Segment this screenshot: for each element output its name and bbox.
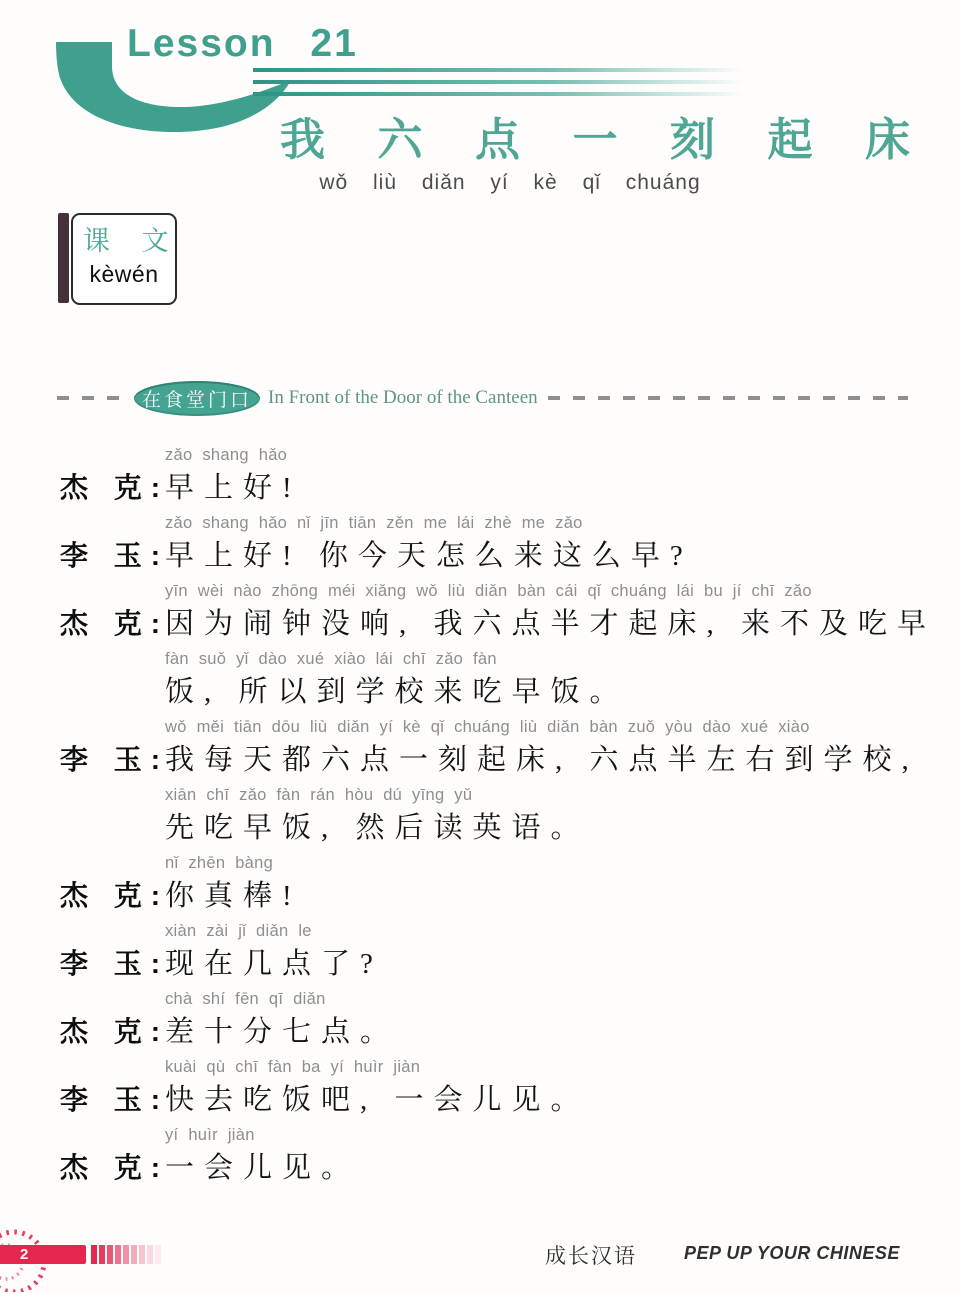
series-title-chinese: 成长汉语 bbox=[545, 1245, 637, 1268]
pinyin-line: fàn suǒ yǐ dào xué xiào lái chī zǎo fàn bbox=[165, 650, 497, 668]
footer-fade-bar bbox=[91, 1245, 97, 1264]
kewen-label-hanzi: 课 文 bbox=[83, 226, 181, 256]
speaker-name: 杰 克: bbox=[60, 608, 170, 639]
hanzi-line: 差十分七点。 bbox=[165, 1016, 400, 1048]
dialogue-row bbox=[60, 718, 930, 780]
dashed-rule-right bbox=[548, 396, 908, 400]
header-rule-line bbox=[253, 80, 788, 84]
dialogue-row bbox=[60, 990, 930, 1052]
hanzi-line: 饭, 所以到学校来吃早饭。 bbox=[165, 676, 629, 708]
dialogue-row bbox=[60, 922, 930, 984]
hanzi-line: 我每天都六点一刻起床, 六点半左右到学校, bbox=[165, 744, 919, 776]
pinyin-line: xiàn zài jǐ diǎn le bbox=[165, 922, 312, 940]
dialogue-line bbox=[165, 1126, 930, 1188]
lesson-title-pinyin: wǒ liù diǎn yí kè qǐ chuáng bbox=[319, 171, 701, 194]
scene-header bbox=[57, 379, 908, 417]
speaker-name: 李 玉: bbox=[60, 744, 170, 775]
pinyin-line: kuài qù chī fàn ba yí huìr jiàn bbox=[165, 1058, 421, 1076]
hanzi-line: 早上好! 你今天怎么来这么早? bbox=[165, 540, 693, 572]
page-number-badge: 2 bbox=[0, 1245, 86, 1264]
kewen-tab-box bbox=[71, 213, 181, 305]
speaker-name: 杰 克: bbox=[60, 880, 170, 911]
footer-fade-bar bbox=[147, 1245, 153, 1264]
pinyin-line: chà shí fēn qī diǎn bbox=[165, 990, 326, 1008]
dialogue bbox=[60, 446, 937, 1194]
dialogue-row bbox=[60, 582, 937, 644]
dialogue-row bbox=[60, 1058, 930, 1120]
pinyin-line: yīn wèi nào zhōng méi xiǎng wǒ liù diǎn bàn cái qǐ chuáng lái bu jí chī zǎo bbox=[165, 582, 812, 600]
dialogue-line bbox=[165, 922, 930, 984]
dialogue-line bbox=[165, 1058, 930, 1120]
hanzi-line: 先吃早饭, 然后读英语。 bbox=[165, 812, 590, 844]
hanzi-line: 因为闹钟没响, 我六点半才起床, 来不及吃早 bbox=[165, 608, 937, 640]
pinyin-line: nǐ zhēn bàng bbox=[165, 854, 274, 872]
speaker-name: 杰 克: bbox=[60, 1016, 170, 1047]
speaker-name: 李 玉: bbox=[60, 948, 170, 979]
footer-fade-bar bbox=[155, 1245, 161, 1264]
series-title-english: PEP UP YOUR CHINESE bbox=[684, 1243, 900, 1263]
dialogue-row bbox=[60, 446, 930, 508]
dialogue-row bbox=[60, 650, 930, 712]
footer-fade-bar bbox=[131, 1245, 137, 1264]
dialogue-line bbox=[165, 854, 930, 916]
dashed-rule-left bbox=[57, 396, 131, 400]
dialogue-line bbox=[165, 786, 930, 848]
hanzi-line: 现在几点了? bbox=[165, 948, 383, 980]
speaker-name: 李 玉: bbox=[60, 1084, 170, 1115]
dialogue-row bbox=[60, 786, 930, 848]
footer-fade-bar bbox=[99, 1245, 105, 1264]
dialogue-line bbox=[165, 990, 930, 1052]
kewen-label-pinyin: kèwén bbox=[89, 261, 159, 287]
hanzi-line: 一会儿见。 bbox=[165, 1152, 361, 1184]
scene-badge: 在食堂门口 bbox=[134, 381, 260, 416]
speaker-name: 杰 克: bbox=[60, 472, 170, 503]
kewen-section-tab bbox=[58, 213, 181, 303]
footer-fade-bar bbox=[115, 1245, 121, 1264]
footer-fade-bar bbox=[139, 1245, 145, 1264]
header-rule-line bbox=[253, 92, 788, 96]
hanzi-line: 早上好! bbox=[165, 472, 302, 504]
hanzi-line: 快去吃饭吧, 一会儿见。 bbox=[165, 1084, 590, 1116]
pinyin-line: zǎo shang hǎo bbox=[165, 446, 288, 464]
dialogue-line bbox=[165, 514, 930, 576]
dialogue-row bbox=[60, 514, 930, 576]
dialogue-row bbox=[60, 1126, 930, 1188]
dialogue-line bbox=[165, 446, 930, 508]
lesson-title-block bbox=[280, 103, 931, 195]
speaker-name: 李 玉: bbox=[60, 540, 170, 571]
dialogue-line bbox=[165, 718, 930, 780]
dialogue-line bbox=[165, 650, 930, 712]
speaker-name: 杰 克: bbox=[60, 1152, 170, 1183]
dialogue-row bbox=[60, 854, 930, 916]
header-rule-line bbox=[253, 68, 788, 72]
dialogue-line bbox=[165, 582, 937, 644]
lesson-title-hanzi: 我 六 点 一 刻 起 床 bbox=[280, 114, 931, 165]
lesson-number-label: Lesson 21 bbox=[127, 22, 358, 65]
pinyin-line: zǎo shang hǎo nǐ jīn tiān zěn me lái zhè me zǎo bbox=[165, 514, 583, 532]
kewen-tab-spine bbox=[58, 213, 69, 303]
footer-fade-bar bbox=[123, 1245, 129, 1264]
footer-fade-bar bbox=[107, 1245, 113, 1264]
hanzi-line: 你真棒! bbox=[165, 880, 302, 912]
pinyin-line: xiān chī zǎo fàn rán hòu dú yīng yǔ bbox=[165, 786, 473, 804]
pinyin-line: wǒ měi tiān dōu liù diǎn yí kè qǐ chuáng liù diǎn bàn zuǒ yòu dào xué xiào bbox=[165, 718, 810, 736]
pinyin-line: yí huìr jiàn bbox=[165, 1126, 255, 1144]
scene-title-english: In Front of the Door of the Canteen bbox=[268, 387, 538, 408]
